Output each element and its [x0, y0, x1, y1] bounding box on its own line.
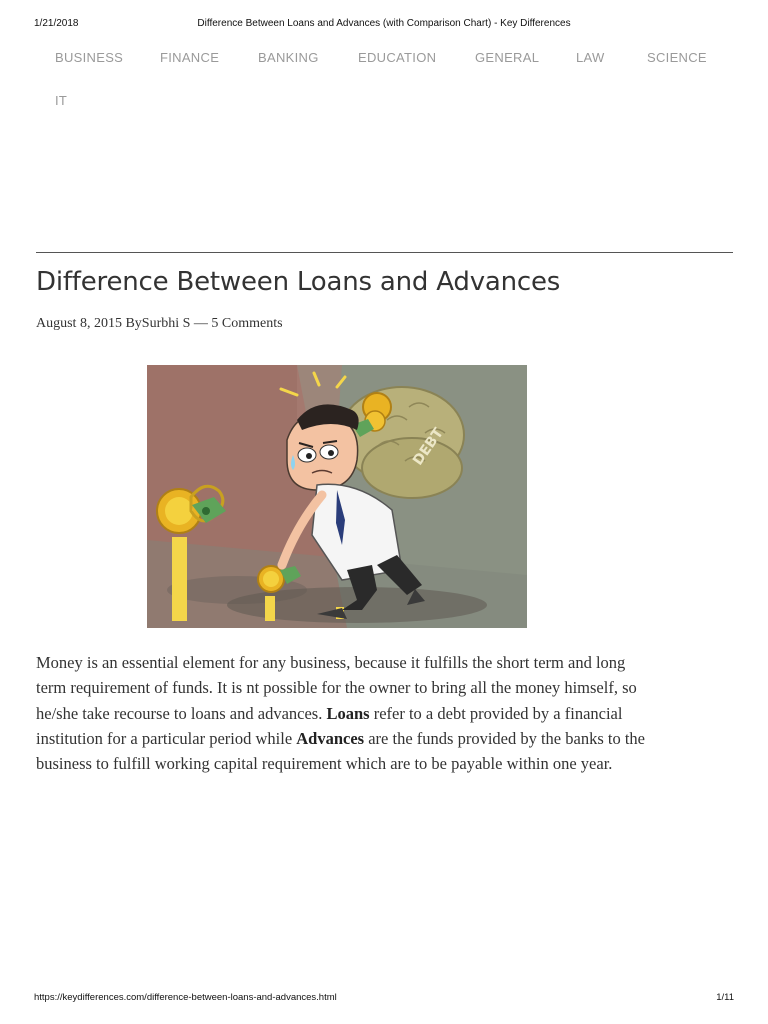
nav-item-finance[interactable]: FINANCE	[160, 50, 220, 65]
article-intro-paragraph	[36, 650, 646, 776]
post-date: August 8, 2015	[36, 316, 122, 331]
intro-text-part-3: are the funds provided by the banks to the business to fulfill working capital requirement which are to be payable within one year.	[36, 728, 645, 774]
intro-text-part-1: Money is an essential element for any business, because it fulfills the short term and long term requirement of funds. It is nt possible for the owner to bring all the money himself, so he/she take recourse to loans and advances.	[36, 653, 637, 723]
comments-link[interactable]: 5 Comments	[211, 316, 283, 331]
nav-item-science[interactable]: SCIENCE	[647, 50, 707, 65]
author-link[interactable]: Surbhi S	[141, 316, 191, 331]
debt-label: DEBT	[410, 425, 447, 469]
debt-illustration	[147, 365, 527, 628]
nav-item-it[interactable]: IT	[55, 93, 68, 108]
print-url: https://keydifferences.com/difference-between-loans-and-advances.html	[34, 992, 337, 1003]
print-date: 1/21/2018	[34, 18, 79, 29]
term-loans: Loans	[326, 703, 370, 723]
intro-text-part-2: refer to a debt provided by a financial institution for a particular period while	[36, 703, 623, 748]
nav-item-law[interactable]: LAW	[576, 50, 605, 65]
page-number: 1/11	[716, 992, 734, 1003]
meta-separator: —	[193, 316, 208, 331]
nav-item-education[interactable]: EDUCATION	[358, 50, 437, 65]
term-advances: Advances	[296, 728, 365, 748]
byline-by: By	[125, 316, 142, 331]
nav-item-banking[interactable]: BANKING	[258, 50, 319, 65]
print-footer	[34, 992, 734, 1006]
article-title: Difference Between Loans and Advances	[36, 267, 561, 297]
nav-item-business[interactable]: BUSINESS	[55, 50, 124, 65]
header-divider	[36, 252, 733, 253]
print-header	[34, 18, 734, 32]
print-document-title: Difference Between Loans and Advances (with Comparison Chart) - Key Differences	[197, 18, 571, 29]
nav-item-general[interactable]: GENERAL	[475, 50, 540, 65]
article-meta	[36, 316, 283, 332]
